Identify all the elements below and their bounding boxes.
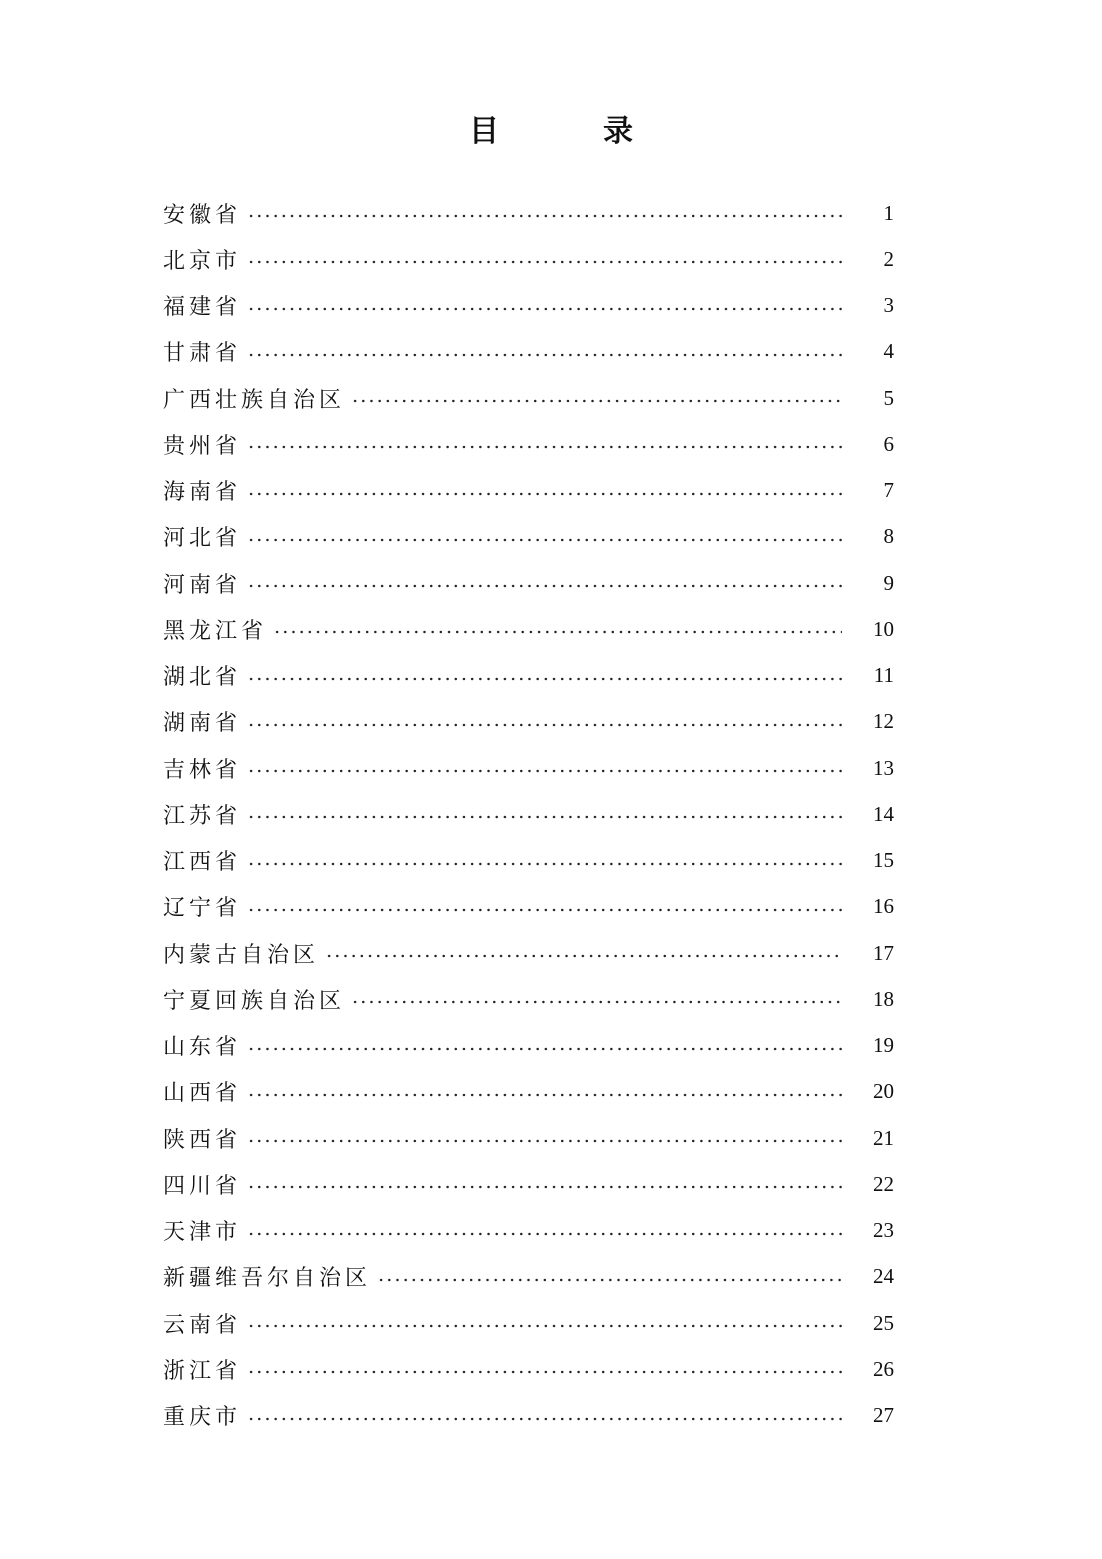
toc-entry[interactable] [163,930,894,976]
dot-leader [325,954,842,958]
toc-entry[interactable] [163,560,894,606]
toc-entry-name: 北京市 [163,248,242,274]
toc-entry-page: 25 [873,1310,894,1335]
toc-entry-name: 天津市 [163,1220,242,1246]
toc-entry-page: 3 [883,293,894,318]
dot-leader [247,260,842,264]
toc-entry-name: 河南省 [163,572,242,598]
dot-leader [247,538,842,542]
toc-entry-page: 7 [883,478,894,503]
toc-entry-name: 河北省 [163,526,242,552]
toc-entry[interactable] [163,329,894,375]
toc-entry[interactable] [163,514,894,560]
dot-leader [351,1000,842,1004]
dot-leader [247,1370,842,1374]
toc-entry-page: 4 [883,339,894,364]
toc-entry[interactable] [163,1069,894,1115]
toc-entry-page: 26 [873,1356,894,1381]
toc-entry-page: 14 [873,801,894,826]
dot-leader [377,1278,842,1282]
toc-entry-name: 江苏省 [163,803,242,829]
toc-entry[interactable] [163,653,894,699]
toc-entry-page: 6 [883,431,894,456]
toc-entry-page: 9 [883,570,894,595]
toc-entry[interactable] [163,1346,894,1392]
toc-entry-page: 27 [873,1403,894,1428]
dot-leader [247,769,842,773]
toc-entry[interactable] [163,1115,894,1161]
dot-leader [351,399,842,403]
toc-entry-name: 黑龙江省 [163,618,268,644]
dot-leader [247,1417,842,1421]
toc-entry[interactable] [163,976,894,1022]
toc-entry-name: 陕西省 [163,1127,242,1153]
toc-entry-page: 22 [873,1171,894,1196]
toc-entry-name: 吉林省 [163,757,242,783]
toc-entry-page: 8 [883,524,894,549]
dot-leader [247,584,842,588]
toc-entry[interactable] [163,190,894,236]
toc-entry-name: 辽宁省 [163,896,242,922]
toc-entry[interactable] [163,838,894,884]
dot-leader [247,815,842,819]
title-char-left: 目 [469,114,499,149]
toc-entry-name: 湖南省 [163,711,242,737]
dot-leader [247,1185,842,1189]
toc-entry-page: 11 [873,663,894,688]
toc-entry-name: 山东省 [163,1035,242,1061]
toc-entry-name: 宁夏回族自治区 [163,988,346,1014]
toc-entry-page: 13 [873,755,894,780]
toc-entry[interactable] [163,1161,894,1207]
dot-leader [247,1093,842,1097]
toc-entry[interactable] [163,375,894,421]
table-of-contents [163,190,894,1439]
toc-entry-name: 四川省 [163,1173,242,1199]
dot-leader [247,862,842,866]
toc-entry[interactable] [163,606,894,652]
toc-entry[interactable] [163,791,894,837]
toc-entry[interactable] [163,884,894,930]
dot-leader [247,1139,842,1143]
toc-entry-name: 海南省 [163,480,242,506]
toc-entry-page: 12 [873,709,894,734]
dot-leader [247,908,842,912]
toc-entry-page: 2 [883,246,894,271]
toc-entry-page: 17 [873,940,894,965]
dot-leader [247,1232,842,1236]
toc-entry-page: 19 [873,1033,894,1058]
toc-entry[interactable] [163,283,894,329]
dot-leader [247,353,842,357]
toc-entry-page: 24 [873,1264,894,1289]
page-title [0,106,1102,150]
toc-entry-page: 16 [873,894,894,919]
toc-entry-name: 山西省 [163,1081,242,1107]
dot-leader [247,307,842,311]
toc-entry[interactable] [163,1300,894,1346]
toc-entry[interactable] [163,468,894,514]
toc-entry-name: 云南省 [163,1312,242,1338]
toc-entry[interactable] [163,1208,894,1254]
toc-entry-name: 贵州省 [163,433,242,459]
toc-entry-name: 浙江省 [163,1358,242,1384]
toc-entry-name: 新疆维吾尔自治区 [163,1266,372,1292]
dot-leader [247,445,842,449]
toc-entry-name: 内蒙古自治区 [163,942,320,968]
dot-leader [247,214,842,218]
dot-leader [247,1324,842,1328]
title-char-right: 录 [603,114,633,149]
toc-entry-page: 23 [873,1218,894,1243]
toc-entry-page: 5 [883,385,894,410]
toc-entry[interactable] [163,1023,894,1069]
toc-entry-name: 重庆市 [163,1405,242,1431]
toc-entry[interactable] [163,1254,894,1300]
toc-entry-name: 广西壮族自治区 [163,387,346,413]
toc-entry[interactable] [163,421,894,467]
dot-leader [247,677,842,681]
dot-leader [273,630,842,634]
toc-entry-name: 安徽省 [163,202,242,228]
toc-entry-name: 甘肃省 [163,341,242,367]
toc-entry[interactable] [163,745,894,791]
toc-entry-page: 21 [873,1125,894,1150]
toc-entry-name: 江西省 [163,850,242,876]
toc-entry-name: 福建省 [163,295,242,321]
dot-leader [247,492,842,496]
dot-leader [247,1047,842,1051]
toc-entry-page: 20 [873,1079,894,1104]
toc-entry-page: 1 [883,200,894,225]
toc-entry-page: 18 [873,986,894,1011]
toc-entry-name: 湖北省 [163,665,242,691]
toc-entry-page: 10 [873,616,894,641]
toc-entry[interactable] [163,1393,894,1439]
toc-entry-page: 15 [873,848,894,873]
dot-leader [247,723,842,727]
toc-entry[interactable] [163,699,894,745]
toc-entry[interactable] [163,236,894,282]
